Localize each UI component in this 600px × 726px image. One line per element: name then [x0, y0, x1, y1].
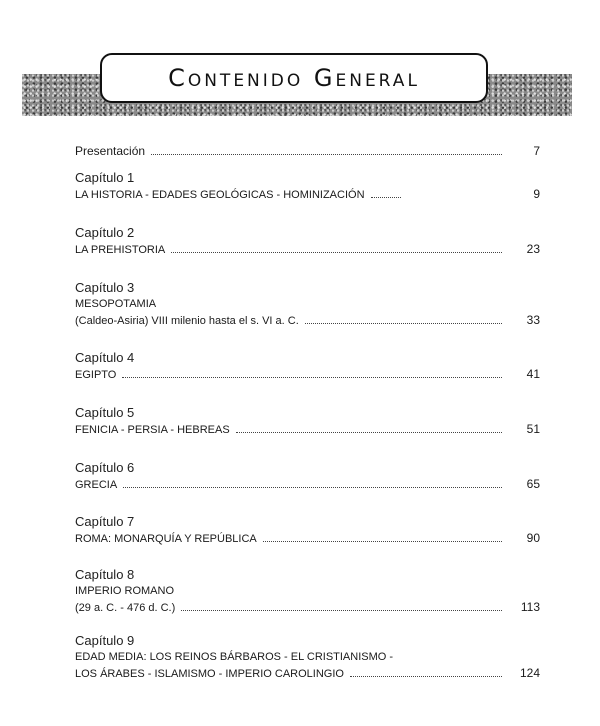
chapter-label: Capítulo 2: [75, 225, 135, 240]
toc-entry-capitulo-3: [75, 280, 540, 329]
chapter-label: Capítulo 6: [75, 460, 135, 475]
chapter-label: Capítulo 9: [75, 633, 135, 648]
chapter-label: Capítulo 5: [75, 405, 135, 420]
toc-entry-capitulo-5: [75, 405, 540, 438]
toc-entry-capitulo-2: [75, 225, 540, 258]
page-number: 9: [533, 187, 540, 201]
toc-line: [75, 366, 540, 383]
toc-line: [75, 665, 540, 682]
toc-entry-capitulo-9: [75, 633, 540, 682]
entry-title: LA HISTORIA - EDADES GEOLÓGICAS - HOMINIZACIÓN: [75, 189, 365, 201]
chapter-label: Capítulo 1: [75, 170, 135, 185]
entry-title: Presentación: [75, 144, 146, 158]
entry-title: IMPERIO ROMANO: [75, 585, 175, 597]
dot-leader: [371, 197, 401, 198]
entry-title: FENICIA - PERSIA - HEBREAS: [75, 424, 230, 436]
toc-line: [75, 530, 540, 547]
toc-line: [75, 241, 540, 258]
page-number: 124: [519, 666, 540, 680]
dot-leader: [122, 377, 502, 378]
dot-leader: [263, 541, 502, 542]
toc-line: [75, 649, 540, 665]
entry-title: LA PREHISTORIA: [75, 244, 166, 256]
toc-line: [75, 312, 540, 329]
toc-entry-capitulo-7: [75, 514, 540, 547]
toc-line: [75, 143, 540, 159]
entry-title: (Caldeo-Asiria) VIII milenio hasta el s. VI a. C.: [75, 315, 299, 327]
toc-line: [75, 599, 540, 616]
entry-title: LOS ÁRABES - ISLAMISMO - IMPERIO CAROLINGIO: [75, 668, 344, 680]
chapter-label: Capítulo 7: [75, 514, 135, 529]
toc-entry-capitulo-8: [75, 567, 540, 616]
toc-line: [75, 476, 540, 493]
toc-entry-capitulo-6: [75, 460, 540, 493]
entry-title: EGIPTO: [75, 369, 117, 381]
entry-title: (29 a. C. - 476 d. C.): [75, 602, 176, 614]
toc-line: [75, 296, 540, 312]
page-number: 113: [520, 600, 540, 614]
toc-line: [75, 186, 540, 203]
dot-leader: [181, 610, 502, 611]
toc-entry-capitulo-1: [75, 170, 540, 203]
dot-leader: [236, 432, 502, 433]
dot-leader: [350, 676, 502, 677]
page-number: 90: [526, 531, 540, 545]
toc-line: [75, 421, 540, 438]
dot-leader: [123, 487, 502, 488]
page-number: 41: [526, 367, 540, 381]
chapter-label: Capítulo 4: [75, 350, 135, 365]
entry-title: ROMA: MONARQUÍA Y REPÚBLICA: [75, 533, 257, 545]
entry-title: EDAD MEDIA: LOS REINOS BÁRBAROS - EL CRISTIANISMO -: [75, 651, 394, 663]
page-title: Contenido General: [168, 64, 420, 92]
page-number: 7: [533, 144, 540, 158]
dot-leader: [151, 154, 502, 155]
toc-entry-capitulo-4: [75, 350, 540, 383]
page-number: 65: [526, 477, 540, 491]
title-box: [100, 53, 488, 103]
entry-title: GRECIA: [75, 479, 118, 491]
page-number: 51: [526, 422, 540, 436]
dot-leader: [305, 323, 502, 324]
chapter-label: Capítulo 3: [75, 280, 135, 295]
toc-entry-presentacion: [75, 143, 540, 159]
toc-line: [75, 583, 540, 599]
page-number: 23: [526, 242, 540, 256]
page-number: 33: [526, 313, 540, 327]
dot-leader: [171, 252, 502, 253]
entry-title: MESOPOTAMIA: [75, 298, 157, 310]
chapter-label: Capítulo 8: [75, 567, 135, 582]
